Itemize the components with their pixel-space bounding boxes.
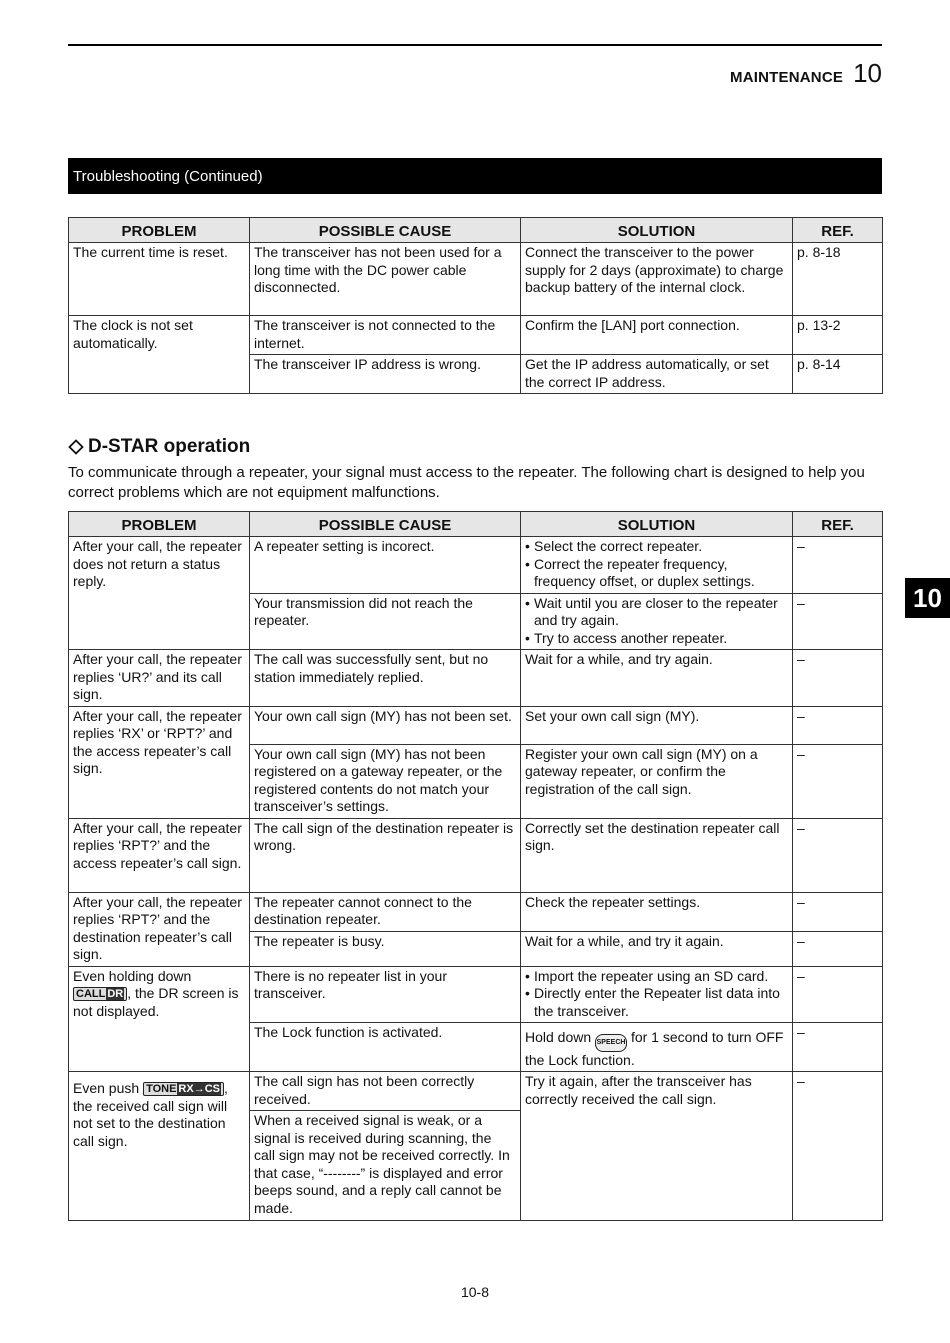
- ref-cell: –: [793, 537, 883, 594]
- solution-cell: Register your own call sign (MY) on a gateway repeater, or confirm the registration of the call sign.: [521, 744, 793, 818]
- column-header-solution: SOLUTION: [521, 218, 793, 243]
- solution-cell: Wait for a while, and try it again.: [521, 931, 793, 966]
- table-row: [69, 966, 883, 1023]
- ref-cell: –: [793, 706, 883, 744]
- problem-cell: After your call, the repeater replies ‘RX’ or ‘RPT?’ and the access repeater’s call sign.: [69, 706, 250, 818]
- cause-cell: Your own call sign (MY) has not been registered on a gateway repeater, or the registered contents do not match your transceiver’s settings.: [250, 744, 521, 818]
- ref-cell: –: [793, 593, 883, 650]
- table-row: [69, 706, 883, 744]
- cause-cell: There is no repeater list in your transceiver.: [250, 966, 521, 1023]
- ref-cell: p. 8-18: [793, 243, 883, 316]
- ref-cell: p. 8-14: [793, 355, 883, 394]
- ref-cell: –: [793, 818, 883, 892]
- cause-cell: The repeater cannot connect to the destination repeater.: [250, 892, 521, 931]
- table-row: [69, 650, 883, 707]
- column-header-cause: POSSIBLE CAUSE: [250, 512, 521, 537]
- ref-cell: –: [793, 650, 883, 707]
- solution-cell: [521, 593, 793, 650]
- ref-cell: –: [793, 931, 883, 966]
- solution-cell: [521, 966, 793, 1023]
- problem-cell: Even holding down CALL DR , the DR screen is not displayed.: [69, 966, 250, 1072]
- column-header-solution: SOLUTION: [521, 512, 793, 537]
- table-row: [69, 243, 883, 316]
- dstar-heading-text: D-STAR operation: [88, 436, 251, 457]
- tone-rxcs-key-icon: TONE RX→CS: [143, 1082, 224, 1096]
- ref-cell: –: [793, 892, 883, 931]
- bullet-item: • Directly enter the Repeater list data into the transceiver.: [525, 985, 780, 1019]
- problem-cell: After your call, the repeater replies ‘RPT?’ and the destination repeater’s call sign.: [69, 892, 250, 966]
- table-row: [69, 537, 883, 594]
- troubleshooting-table-clock: [68, 217, 883, 394]
- ref-cell: –: [793, 744, 883, 818]
- dstar-heading: [68, 436, 250, 458]
- table-header-row: [69, 512, 883, 537]
- cause-cell: The call sign has not been correctly received.: [250, 1072, 521, 1111]
- top-rule: [68, 44, 882, 46]
- cause-cell: The transceiver IP address is wrong.: [250, 355, 521, 394]
- solution-cell: Hold down SPEECH for 1 second to turn OFF the Lock function.: [521, 1023, 793, 1072]
- bullet-item: • Wait until you are closer to the repeater and try again.: [525, 594, 778, 628]
- solution-cell: Correctly set the destination repeater call sign.: [521, 818, 793, 892]
- solution-cell: [521, 537, 793, 594]
- call-dr-key-icon: CALL DR: [73, 987, 127, 1001]
- page-number: 10-8: [460, 1284, 490, 1300]
- ref-cell: –: [793, 966, 883, 1023]
- ref-cell: p. 13-2: [793, 316, 883, 355]
- problem-cell: After your call, the repeater replies ‘UR?’ and its call sign.: [69, 650, 250, 707]
- column-header-ref: REF.: [793, 512, 883, 537]
- problem-cell: The clock is not set automatically.: [69, 316, 250, 394]
- speech-key-icon: SPEECH: [595, 1034, 627, 1052]
- solution-cell: Get the IP address automatically, or set the correct IP address.: [521, 355, 793, 394]
- ref-cell: –: [793, 1072, 883, 1221]
- cause-cell: Your own call sign (MY) has not been set.: [250, 706, 521, 744]
- cause-cell: The call sign of the destination repeater is wrong.: [250, 818, 521, 892]
- column-header-ref: REF.: [793, 218, 883, 243]
- solution-cell: Set your own call sign (MY).: [521, 706, 793, 744]
- solution-cell: Wait for a while, and try again.: [521, 650, 793, 707]
- column-header-problem: PROBLEM: [69, 218, 250, 243]
- cause-cell: The call was successfully sent, but no station immediately replied.: [250, 650, 521, 707]
- cause-cell: A repeater setting is incorect.: [250, 537, 521, 594]
- section-title-bar: Troubleshooting (Continued): [68, 158, 882, 194]
- table-row: [69, 316, 883, 355]
- problem-cell: Even push TONE RX→CS , the received call sign will not set to the destination call sign.: [69, 1072, 250, 1221]
- cause-cell: Your transmission did not reach the repeater.: [250, 593, 521, 650]
- problem-cell: The current time is reset.: [69, 243, 250, 316]
- page-header: [730, 58, 882, 89]
- ref-cell: –: [793, 1023, 883, 1072]
- diamond-outline-icon: [68, 439, 84, 455]
- chapter-number: 10: [853, 58, 882, 88]
- cause-cell: When a received signal is weak, or a signal is received during scanning, the call sign may not be received correctly. In that case, “--------” is displayed and error beeps sound, and a reply call cannot be made.: [250, 1111, 521, 1221]
- problem-cell: After your call, the repeater replies ‘RPT?’ and the access repeater’s call sign.: [69, 818, 250, 892]
- table-row: [69, 1072, 883, 1111]
- solution-cell: Confirm the [LAN] port connection.: [521, 316, 793, 355]
- cause-cell: The transceiver is not connected to the internet.: [250, 316, 521, 355]
- troubleshooting-table-dstar: [68, 511, 883, 1221]
- dstar-intro-text: To communicate through a repeater, your signal must access to the repeater. The following chart is designed to help you correct problems which are not equipment malfunctions.: [68, 464, 865, 501]
- solution-cell: Check the repeater settings.: [521, 892, 793, 931]
- bullet-item: • Import the repeater using an SD card.: [525, 967, 769, 984]
- cause-cell: The repeater is busy.: [250, 931, 521, 966]
- bullet-item: • Correct the repeater frequency, frequency offset, or duplex settings.: [525, 555, 755, 589]
- problem-cell: After your call, the repeater does not return a status reply.: [69, 537, 250, 650]
- header-title: MAINTENANCE: [730, 69, 844, 86]
- solution-cell: Try it again, after the transceiver has correctly received the call sign.: [521, 1072, 793, 1221]
- table-row: [69, 892, 883, 931]
- bullet-item: • Try to access another repeater.: [525, 629, 728, 646]
- column-header-problem: PROBLEM: [69, 512, 250, 537]
- cause-cell: The transceiver has not been used for a long time with the DC power cable disconnected.: [250, 243, 521, 316]
- table-header-row: [69, 218, 883, 243]
- chapter-side-tab: 10: [905, 578, 950, 618]
- column-header-cause: POSSIBLE CAUSE: [250, 218, 521, 243]
- table-row: [69, 818, 883, 892]
- solution-cell: Connect the transceiver to the power supply for 2 days (approximate) to charge backup battery of the internal clock.: [521, 243, 793, 316]
- cause-cell: The Lock function is activated.: [250, 1023, 521, 1072]
- bullet-item: • Select the correct repeater.: [525, 538, 703, 554]
